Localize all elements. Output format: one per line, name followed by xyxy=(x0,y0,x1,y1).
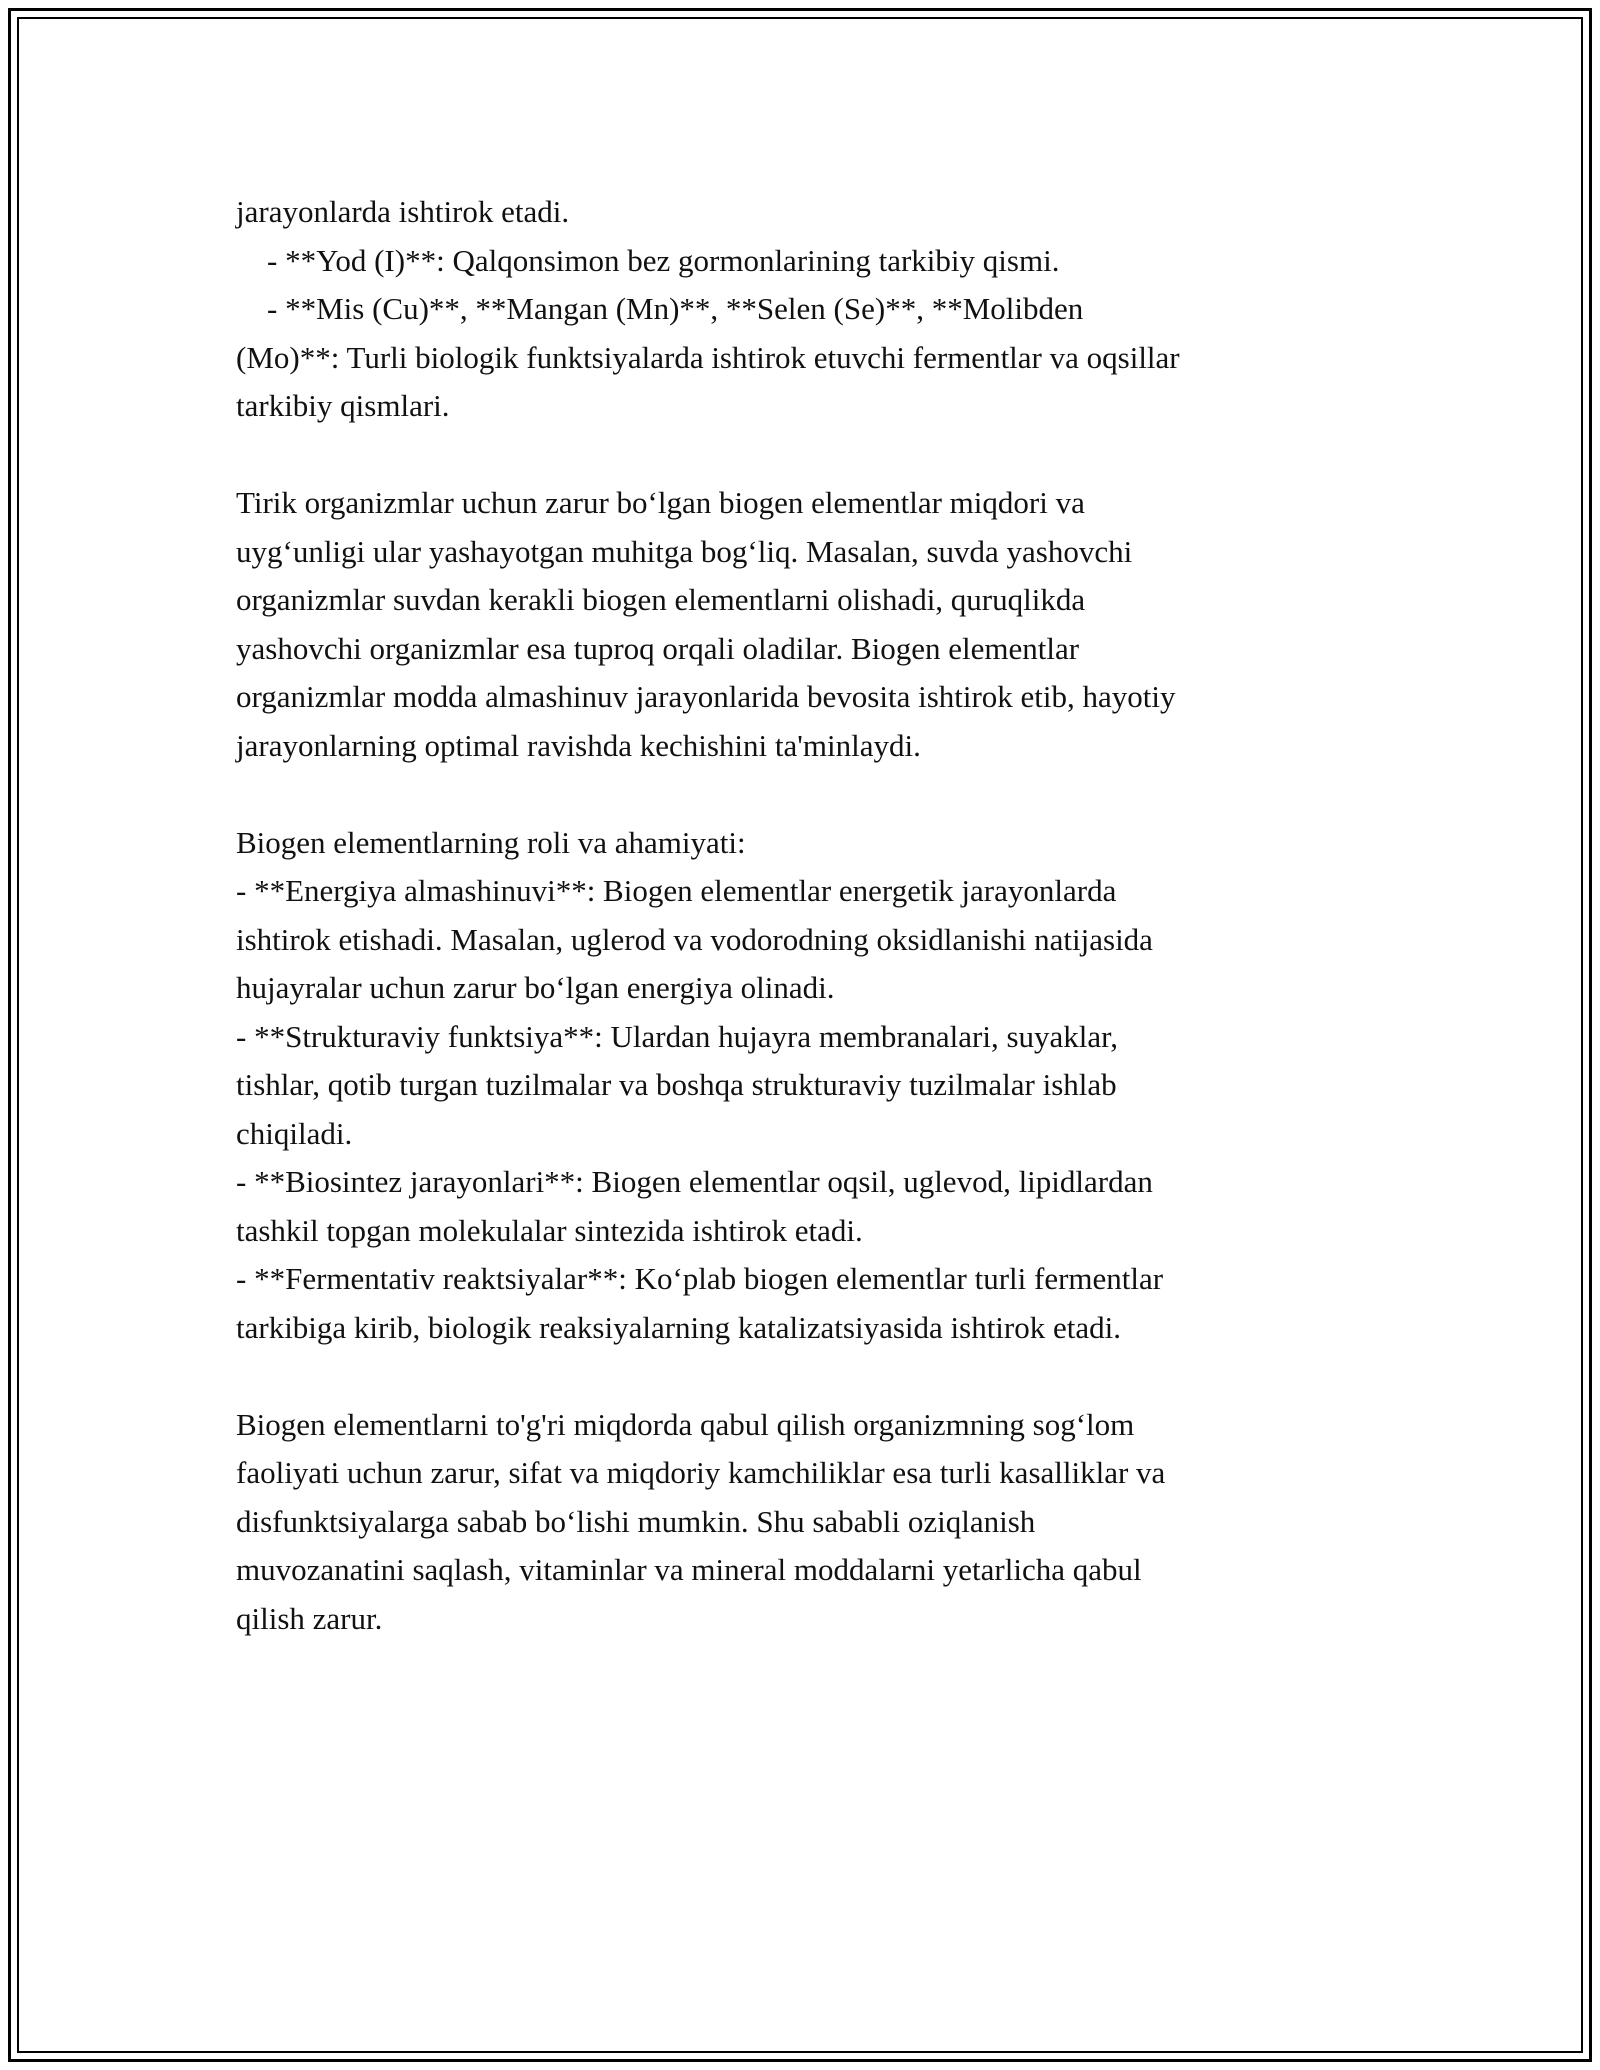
text-line: tarkibiga kirib, biologik reaksiyalarning katalizatsiyasida ishtirok etadi. xyxy=(236,1309,1121,1345)
paragraph-break xyxy=(236,431,1376,480)
text-line: - **Biosintez jarayonlari**: Biogen elementlar oqsil, uglevod, lipidlardan xyxy=(236,1164,1153,1199)
text-line: ishtirok etishadi. Masalan, uglerod va vodorodning oksidlanishi natijasida xyxy=(236,921,1153,957)
text-line: (Mo)**: Turli biologik funktsiyalarda ishtirok etuvchi fermentlar va oqsillar xyxy=(236,339,1180,375)
paragraph-break xyxy=(236,1352,1376,1401)
text-line: disfunktsiyalarga sabab bo‘lishi mumkin. Shu sababli oziqlanish xyxy=(236,1503,1036,1539)
text-line: organizmlar suvdan kerakli biogen elementlarni olishadi, quruqlikda xyxy=(236,582,1086,617)
text-line: jarayonlarda ishtirok etadi. xyxy=(236,194,570,229)
document-body xyxy=(236,188,1376,1643)
text-line: Biogen elementlarning roli va ahamiyati: xyxy=(236,824,746,860)
text-line: - **Fermentativ reaktsiyalar**: Ko‘plab biogen elementlar turli fermentlar xyxy=(236,1261,1164,1296)
text-line: yashovchi organizmlar esa tuproq orqali oladilar. Biogen elementlar xyxy=(236,630,1080,666)
text-line: - **Energiya almashinuvi**: Biogen elementlar energetik jarayonlarda xyxy=(236,873,1117,908)
text-line: faoliyati uchun zarur, sifat va miqdoriy kamchiliklar esa turli kasalliklar va xyxy=(236,1455,1166,1490)
text-line: tashkil topgan molekulalar sintezida ishtirok etadi. xyxy=(236,1212,863,1248)
text-line: - **Yod (I)**: Qalqonsimon bez gormonlarining tarkibiy qismi. xyxy=(236,242,1060,278)
text-line: - **Strukturaviy funktsiya**: Ulardan hujayra membranalari, suyaklar, xyxy=(236,1018,1119,1054)
paragraph-break xyxy=(236,770,1376,819)
text-line: hujayralar uchun zarur bo‘lgan energiya olinadi. xyxy=(236,970,835,1005)
text-line: tarkibiy qismlari. xyxy=(236,388,450,423)
text-line: jarayonlarning optimal ravishda kechishini ta'minlaydi. xyxy=(236,727,921,763)
text-line: tishlar, qotib turgan tuzilmalar va boshqa strukturaviy tuzilmalar ishlab xyxy=(236,1067,1117,1102)
text-line: organizmlar modda almashinuv jarayonlarida bevosita ishtirok etib, hayotiy xyxy=(236,679,1176,714)
text-line: - **Mis (Cu)**, **Mangan (Mn)**, **Selen (Se)**, **Molibden xyxy=(236,291,1084,326)
text-line: uyg‘unligi ular yashayotgan muhitga bog‘liq. Masalan, suvda yashovchi xyxy=(236,533,1133,569)
text-line: Biogen elementlarni to'g'ri miqdorda qabul qilish organizmning sog‘lom xyxy=(236,1406,1135,1442)
text-line: muvozanatini saqlash, vitaminlar va mineral moddalarni yetarlicha qabul xyxy=(236,1552,1142,1587)
text-line: chiqiladi. xyxy=(236,1115,353,1151)
text-line: qilish zarur. xyxy=(236,1600,383,1636)
text-line: Tirik organizmlar uchun zarur bo‘lgan biogen elementlar miqdori va xyxy=(236,485,1085,520)
